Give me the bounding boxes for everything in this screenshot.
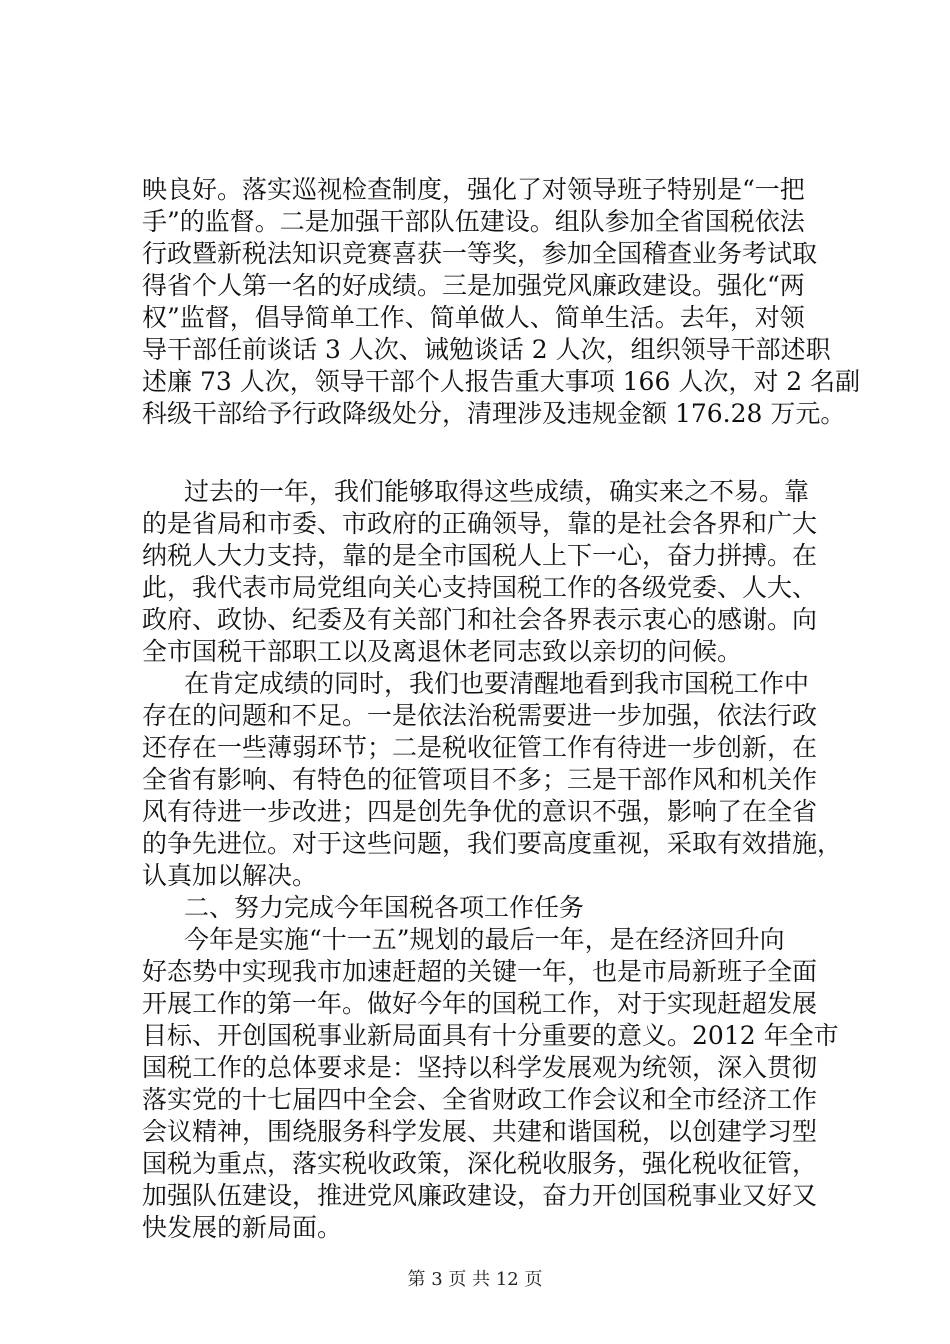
paragraph-spacer xyxy=(142,430,832,476)
text-line: 认真加以解决。 xyxy=(142,861,318,890)
paragraph-problems xyxy=(142,668,843,892)
text-line: 目标、开创国税事业新局面具有十分重要的意义。2012 年全市 xyxy=(142,1021,839,1050)
text-line: 国税为重点，落实税收政策，深化税收服务，强化税收征管， xyxy=(142,1149,818,1178)
text-line: 纳税人大力支持，靠的是全市国税人上下一心，奋力拼搏。在 xyxy=(142,541,818,570)
text-line: 加强队伍建设，推进党风廉政建设，奋力开创国税事业又好又 xyxy=(142,1181,818,1210)
text-line: 的争先进位。对于这些问题，我们要高度重视，采取有效措施， xyxy=(142,829,843,858)
text-line: 还存在一些薄弱环节；二是税收征管工作有待进一步创新，在 xyxy=(142,733,818,762)
text-line: 风有待进一步改进；四是创先争优的意识不强，影响了在全省 xyxy=(142,797,818,826)
paragraph-supervision xyxy=(142,174,861,430)
paragraph-achievements-thanks xyxy=(142,476,832,668)
text-line: 手”的监督。二是加强干部队伍建设。组队参加全省国税依法 xyxy=(142,207,805,236)
paragraph-this-year-tasks xyxy=(142,924,839,1244)
text-line: 得省个人第一名的好成绩。三是加强党风廉政建设。强化“两 xyxy=(142,271,805,300)
text-line: 映良好。落实巡视检查制度，强化了对领导班子特别是“一把 xyxy=(142,175,805,204)
text-line: 行政暨新税法知识竞赛喜获一等奖，参加全国稽查业务考试取 xyxy=(142,239,818,268)
text-line: 今年是实施“十一五”规划的最后一年，是在经济回升向 xyxy=(184,925,785,954)
page-number-footer: 第 3 页 共 12 页 xyxy=(407,1269,543,1290)
text-line: 会议精神，围绕服务科学发展、共建和谐国税，以创建学习型 xyxy=(142,1117,818,1146)
text-line: 开展工作的第一年。做好今年的国税工作，对于实现赶超发展 xyxy=(142,989,818,1018)
text-line: 落实党的十七届四中全会、全省财政工作会议和全市经济工作 xyxy=(142,1085,818,1114)
text-line: 在肯定成绩的同时，我们也要清醒地看到我市国税工作中 xyxy=(184,669,810,698)
text-line: 快发展的新局面。 xyxy=(142,1213,343,1242)
text-line: 存在的问题和不足。一是依法治税需要进一步加强，依法行政 xyxy=(142,701,818,730)
text-line: 政府、政协、纪委及有关部门和社会各界表示衷心的感谢。向 xyxy=(142,605,818,634)
text-line: 全省有影响、有特色的征管项目不多；三是干部作风和机关作 xyxy=(142,765,818,794)
text-line: 好态势中实现我市加速赶超的关键一年，也是市局新班子全面 xyxy=(142,957,818,986)
text-line: 国税工作的总体要求是：坚持以科学发展观为统领，深入贯彻 xyxy=(142,1053,818,1082)
document-body xyxy=(142,174,861,1244)
text-line: 过去的一年，我们能够取得这些成绩，确实来之不易。靠 xyxy=(184,477,810,506)
text-line: 的是省局和市委、市政府的正确领导，靠的是社会各界和广大 xyxy=(142,509,818,538)
section-heading: 二、努力完成今年国税各项工作任务 xyxy=(184,893,585,922)
text-line: 此，我代表市局党组向关心支持国税工作的各级党委、人大、 xyxy=(142,573,818,602)
text-line: 全市国税干部职工以及离退休老同志致以亲切的问候。 xyxy=(142,637,743,666)
text-line: 权”监督，倡导简单工作、简单做人、简单生活。去年，对领 xyxy=(142,303,805,332)
text-line: 述廉 73 人次，领导干部个人报告重大事项 166 人次，对 2 名副 xyxy=(142,367,861,396)
text-line: 导干部任前谈话 3 人次、诫勉谈话 2 人次，组织领导干部述职 xyxy=(142,335,831,364)
text-line: 科级干部给予行政降级处分，清理涉及违规金额 176.28 万元。 xyxy=(142,399,846,428)
